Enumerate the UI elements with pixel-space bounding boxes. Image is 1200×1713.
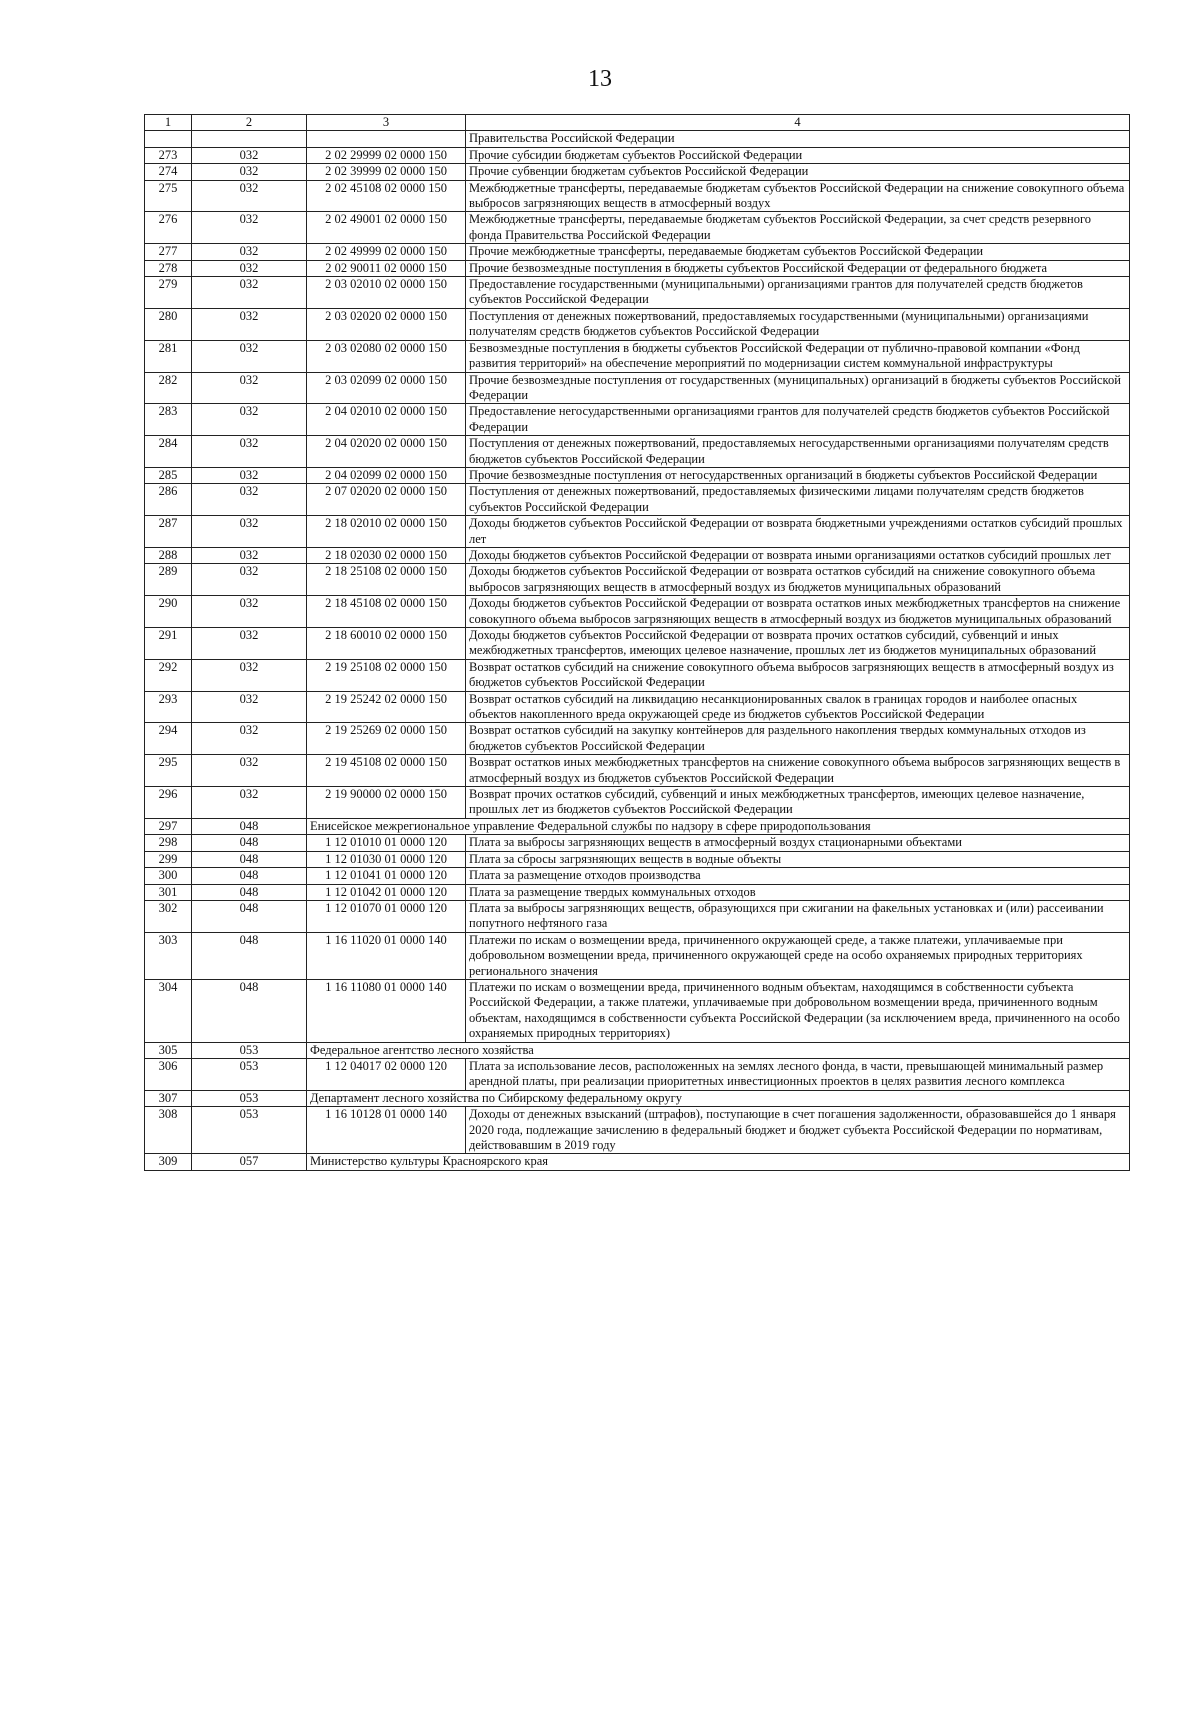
admin-code: 032 bbox=[192, 484, 307, 516]
admin-code: 032 bbox=[192, 180, 307, 212]
table-row bbox=[145, 884, 1130, 900]
table-row bbox=[145, 900, 1130, 932]
admin-code: 053 bbox=[192, 1107, 307, 1154]
budget-classification-code: 1 12 04017 02 0000 120 bbox=[307, 1058, 466, 1090]
budget-classification-code: 1 12 01070 01 0000 120 bbox=[307, 900, 466, 932]
table-row bbox=[145, 147, 1130, 163]
table-row bbox=[145, 1154, 1130, 1170]
revenue-description: Возврат остатков иных межбюджетных трансфертов на снижение совокупного объема выбросов загрязняющих веществ в атмосферный воздух из бюджетов субъектов Российской Федерации bbox=[466, 755, 1130, 787]
table-row bbox=[145, 628, 1130, 660]
table-row bbox=[145, 372, 1130, 404]
row-number: 296 bbox=[145, 787, 192, 819]
revenue-description: Прочие безвозмездные поступления в бюджеты субъектов Российской Федерации от федерального бюджета bbox=[466, 260, 1130, 276]
row-number: 291 bbox=[145, 628, 192, 660]
admin-code: 032 bbox=[192, 340, 307, 372]
admin-code bbox=[192, 131, 307, 147]
row-number: 298 bbox=[145, 835, 192, 851]
admin-code: 032 bbox=[192, 547, 307, 563]
admin-code: 032 bbox=[192, 436, 307, 468]
admin-code: 032 bbox=[192, 404, 307, 436]
admin-code: 032 bbox=[192, 596, 307, 628]
row-number: 306 bbox=[145, 1058, 192, 1090]
row-number: 292 bbox=[145, 659, 192, 691]
row-number: 300 bbox=[145, 868, 192, 884]
revenue-description: Прочие безвозмездные поступления от государственных (муниципальных) организаций в бюджеты субъектов Российской Федерации bbox=[466, 372, 1130, 404]
budget-classification-code: 2 02 90011 02 0000 150 bbox=[307, 260, 466, 276]
revenue-description: Возврат прочих остатков субсидий, субвенций и иных межбюджетных трансфертов, имеющих целевое назначение, прошлых лет из бюджетов субъектов Российской Федерации bbox=[466, 787, 1130, 819]
budget-classification-code: 2 03 02020 02 0000 150 bbox=[307, 308, 466, 340]
budget-classification-code: 1 12 01042 01 0000 120 bbox=[307, 884, 466, 900]
table-row bbox=[145, 404, 1130, 436]
table-body bbox=[145, 131, 1130, 1170]
column-header-4: 4 bbox=[466, 115, 1130, 131]
revenue-description: Плата за выбросы загрязняющих веществ в атмосферный воздух стационарными объектами bbox=[466, 835, 1130, 851]
budget-classification-code: 1 16 10128 01 0000 140 bbox=[307, 1107, 466, 1154]
admin-code: 032 bbox=[192, 659, 307, 691]
table-row bbox=[145, 1058, 1130, 1090]
budget-classification-code: 1 12 01041 01 0000 120 bbox=[307, 868, 466, 884]
table-row bbox=[145, 1090, 1130, 1106]
row-number: 302 bbox=[145, 900, 192, 932]
table-row bbox=[145, 260, 1130, 276]
row-number: 303 bbox=[145, 932, 192, 979]
table-row bbox=[145, 979, 1130, 1042]
revenue-description: Плата за размещение отходов производства bbox=[466, 868, 1130, 884]
revenue-description: Возврат остатков субсидий на ликвидацию несанкционированных свалок в границах городов и наиболее опасных объектов накопленного вреда окружающей среде из бюджетов субъектов Российской Федерации bbox=[466, 691, 1130, 723]
admin-code: 032 bbox=[192, 564, 307, 596]
budget-classification-code: 2 18 45108 02 0000 150 bbox=[307, 596, 466, 628]
page-number: 13 bbox=[588, 66, 612, 92]
table-row bbox=[145, 564, 1130, 596]
admin-code: 032 bbox=[192, 260, 307, 276]
revenue-description: Доходы бюджетов субъектов Российской Федерации от возврата иными организациями остатков субсидий прошлых лет bbox=[466, 547, 1130, 563]
budget-classification-code: 2 04 02099 02 0000 150 bbox=[307, 467, 466, 483]
admin-code: 032 bbox=[192, 516, 307, 548]
table-row bbox=[145, 131, 1130, 147]
budget-classification-code: 2 19 45108 02 0000 150 bbox=[307, 755, 466, 787]
table-row bbox=[145, 1107, 1130, 1154]
admin-code: 032 bbox=[192, 755, 307, 787]
table-row bbox=[145, 164, 1130, 180]
budget-classification-code: 2 07 02020 02 0000 150 bbox=[307, 484, 466, 516]
revenue-description: Плата за сбросы загрязняющих веществ в водные объекты bbox=[466, 851, 1130, 867]
table-row bbox=[145, 308, 1130, 340]
table-row bbox=[145, 835, 1130, 851]
table-row bbox=[145, 180, 1130, 212]
row-number: 276 bbox=[145, 212, 192, 244]
revenue-description: Доходы бюджетов субъектов Российской Федерации от возврата бюджетными учреждениями остатков субсидий прошлых лет bbox=[466, 516, 1130, 548]
table-row bbox=[145, 723, 1130, 755]
table-row bbox=[145, 755, 1130, 787]
admin-code: 032 bbox=[192, 628, 307, 660]
budget-classification-code: 2 03 02080 02 0000 150 bbox=[307, 340, 466, 372]
budget-classification-code: 2 04 02020 02 0000 150 bbox=[307, 436, 466, 468]
row-number: 278 bbox=[145, 260, 192, 276]
row-number: 293 bbox=[145, 691, 192, 723]
revenue-description: Предоставление негосударственными организациями грантов для получателей средств бюджетов субъектов Российской Федерации bbox=[466, 404, 1130, 436]
table-row bbox=[145, 340, 1130, 372]
table-header-row bbox=[145, 115, 1130, 131]
table-row bbox=[145, 851, 1130, 867]
budget-classification-code: 2 19 25108 02 0000 150 bbox=[307, 659, 466, 691]
revenue-description: Плата за размещение твердых коммунальных отходов bbox=[466, 884, 1130, 900]
admin-code: 048 bbox=[192, 979, 307, 1042]
admin-code: 048 bbox=[192, 884, 307, 900]
budget-classification-code bbox=[307, 131, 466, 147]
budget-classification-code: 2 18 60010 02 0000 150 bbox=[307, 628, 466, 660]
table-row bbox=[145, 932, 1130, 979]
row-number: 294 bbox=[145, 723, 192, 755]
row-number: 281 bbox=[145, 340, 192, 372]
budget-classification-code: 2 18 02010 02 0000 150 bbox=[307, 516, 466, 548]
revenue-description: Возврат остатков субсидий на закупку контейнеров для раздельного накопления твердых коммунальных отходов из бюджетов субъектов Российской Федерации bbox=[466, 723, 1130, 755]
revenue-codes-table bbox=[144, 114, 1130, 1171]
table-row bbox=[145, 691, 1130, 723]
table-row bbox=[145, 277, 1130, 309]
row-number: 288 bbox=[145, 547, 192, 563]
revenue-description: Межбюджетные трансферты, передаваемые бюджетам субъектов Российской Федерации, за счет средств резервного фонда Правительства Российской Федерации bbox=[466, 212, 1130, 244]
budget-classification-code: 2 04 02010 02 0000 150 bbox=[307, 404, 466, 436]
row-number: 285 bbox=[145, 467, 192, 483]
row-number: 307 bbox=[145, 1090, 192, 1106]
budget-classification-code: 2 02 49001 02 0000 150 bbox=[307, 212, 466, 244]
budget-classification-code: 2 02 39999 02 0000 150 bbox=[307, 164, 466, 180]
revenue-description: Прочие безвозмездные поступления от негосударственных организаций в бюджеты субъектов Российской Федерации bbox=[466, 467, 1130, 483]
revenue-description: Поступления от денежных пожертвований, предоставляемых негосударственными организациями получателям средств бюджетов субъектов Российской Федерации bbox=[466, 436, 1130, 468]
admin-code: 032 bbox=[192, 308, 307, 340]
row-number: 274 bbox=[145, 164, 192, 180]
revenue-description: Платежи по искам о возмещении вреда, причиненного окружающей среде, а также платежи, уплачиваемые при добровольном возмещении вреда, причиненного окружающей среде на особо охраняемых природных территориях регионального значения bbox=[466, 932, 1130, 979]
admin-code: 032 bbox=[192, 787, 307, 819]
revenue-description: Поступления от денежных пожертвований, предоставляемых государственными (муниципальными) организациями получателям средств бюджетов субъектов Российской Федерации bbox=[466, 308, 1130, 340]
table-row bbox=[145, 818, 1130, 834]
row-number: 289 bbox=[145, 564, 192, 596]
revenue-description: Правительства Российской Федерации bbox=[466, 131, 1130, 147]
table-row bbox=[145, 547, 1130, 563]
revenue-description: Предоставление государственными (муниципальными) организациями грантов для получателей средств бюджетов субъектов Российской Федерации bbox=[466, 277, 1130, 309]
revenue-description: Прочие межбюджетные трансферты, передаваемые бюджетам субъектов Российской Федерации bbox=[466, 244, 1130, 260]
table-row bbox=[145, 1042, 1130, 1058]
row-number: 304 bbox=[145, 979, 192, 1042]
row-number: 277 bbox=[145, 244, 192, 260]
administrator-name: Министерство культуры Красноярского края bbox=[307, 1154, 1130, 1170]
admin-code: 032 bbox=[192, 212, 307, 244]
budget-classification-code: 2 02 29999 02 0000 150 bbox=[307, 147, 466, 163]
row-number: 299 bbox=[145, 851, 192, 867]
row-number: 305 bbox=[145, 1042, 192, 1058]
table-row bbox=[145, 516, 1130, 548]
row-number: 286 bbox=[145, 484, 192, 516]
budget-classification-code: 2 18 02030 02 0000 150 bbox=[307, 547, 466, 563]
budget-classification-code: 2 19 25269 02 0000 150 bbox=[307, 723, 466, 755]
admin-code: 032 bbox=[192, 147, 307, 163]
budget-classification-code: 2 03 02099 02 0000 150 bbox=[307, 372, 466, 404]
admin-code: 032 bbox=[192, 372, 307, 404]
admin-code: 057 bbox=[192, 1154, 307, 1170]
revenue-description: Платежи по искам о возмещении вреда, причиненного водным объектам, находящимся в собственности субъекта Российской Федерации, а также платежи, уплачиваемые при добровольном возмещении вреда, причиненного водным объектам, находящимся в собственности субъекта Российской Федерации (за исключением вреда, причиненного на особо охраняемых природных территориях) bbox=[466, 979, 1130, 1042]
table-row bbox=[145, 436, 1130, 468]
table-row bbox=[145, 596, 1130, 628]
column-header-2: 2 bbox=[192, 115, 307, 131]
revenue-description: Поступления от денежных пожертвований, предоставляемых физическими лицами получателям средств бюджетов субъектов Российской Федерации bbox=[466, 484, 1130, 516]
admin-code: 032 bbox=[192, 277, 307, 309]
admin-code: 032 bbox=[192, 691, 307, 723]
budget-classification-code: 2 02 49999 02 0000 150 bbox=[307, 244, 466, 260]
admin-code: 053 bbox=[192, 1090, 307, 1106]
admin-code: 048 bbox=[192, 835, 307, 851]
budget-classification-code: 2 03 02010 02 0000 150 bbox=[307, 277, 466, 309]
table-row bbox=[145, 659, 1130, 691]
row-number: 309 bbox=[145, 1154, 192, 1170]
admin-code: 053 bbox=[192, 1042, 307, 1058]
budget-classification-code: 2 02 45108 02 0000 150 bbox=[307, 180, 466, 212]
revenue-description: Доходы бюджетов субъектов Российской Федерации от возврата прочих остатков субсидий, субвенций и иных межбюджетных трансфертов, имеющих целевое назначение, прошлых лет из бюджетов муниципальных образований bbox=[466, 628, 1130, 660]
revenue-description: Межбюджетные трансферты, передаваемые бюджетам субъектов Российской Федерации на снижение совокупного объема выбросов загрязняющих веществ в атмосферный воздух bbox=[466, 180, 1130, 212]
revenue-description: Безвозмездные поступления в бюджеты субъектов Российской Федерации от публично-правовой компании «Фонд развития территорий» на обеспечение мероприятий по модернизации систем коммунальной инфраструктуры bbox=[466, 340, 1130, 372]
row-number: 282 bbox=[145, 372, 192, 404]
admin-code: 032 bbox=[192, 723, 307, 755]
admin-code: 032 bbox=[192, 164, 307, 180]
admin-code: 048 bbox=[192, 818, 307, 834]
row-number: 280 bbox=[145, 308, 192, 340]
budget-classification-code: 2 18 25108 02 0000 150 bbox=[307, 564, 466, 596]
table-row bbox=[145, 244, 1130, 260]
table-row bbox=[145, 868, 1130, 884]
admin-code: 053 bbox=[192, 1058, 307, 1090]
budget-classification-code: 2 19 25242 02 0000 150 bbox=[307, 691, 466, 723]
table-row bbox=[145, 787, 1130, 819]
table-row bbox=[145, 212, 1130, 244]
row-number: 301 bbox=[145, 884, 192, 900]
row-number: 279 bbox=[145, 277, 192, 309]
row-number: 295 bbox=[145, 755, 192, 787]
admin-code: 048 bbox=[192, 851, 307, 867]
column-header-1: 1 bbox=[145, 115, 192, 131]
revenue-description: Доходы от денежных взысканий (штрафов), поступающие в счет погашения задолженности, образовавшейся до 1 января 2020 года, подлежащие зачислению в федеральный бюджет и бюджет субъекта Российской Федерации по нормативам, действовавшим в 2019 году bbox=[466, 1107, 1130, 1154]
row-number bbox=[145, 131, 192, 147]
budget-classification-code: 2 19 90000 02 0000 150 bbox=[307, 787, 466, 819]
row-number: 283 bbox=[145, 404, 192, 436]
administrator-name: Департамент лесного хозяйства по Сибирскому федеральному округу bbox=[307, 1090, 1130, 1106]
revenue-description: Возврат остатков субсидий на снижение совокупного объема выбросов загрязняющих веществ в атмосферный воздух из бюджетов субъектов Российской Федерации bbox=[466, 659, 1130, 691]
revenue-description: Плата за выбросы загрязняющих веществ, образующихся при сжигании на факельных установках и (или) рассеивании попутного нефтяного газа bbox=[466, 900, 1130, 932]
revenue-description: Плата за использование лесов, расположенных на землях лесного фонда, в части, превышающей минимальный размер арендной платы, при реализации приоритетных инвестиционных проектов в целях развития лесного комплекса bbox=[466, 1058, 1130, 1090]
column-header-3: 3 bbox=[307, 115, 466, 131]
row-number: 273 bbox=[145, 147, 192, 163]
administrator-name: Федеральное агентство лесного хозяйства bbox=[307, 1042, 1130, 1058]
budget-classification-code: 1 16 11020 01 0000 140 bbox=[307, 932, 466, 979]
admin-code: 048 bbox=[192, 868, 307, 884]
row-number: 284 bbox=[145, 436, 192, 468]
row-number: 275 bbox=[145, 180, 192, 212]
admin-code: 048 bbox=[192, 900, 307, 932]
table-row bbox=[145, 467, 1130, 483]
admin-code: 032 bbox=[192, 244, 307, 260]
revenue-description: Прочие субвенции бюджетам субъектов Российской Федерации bbox=[466, 164, 1130, 180]
budget-classification-code: 1 12 01010 01 0000 120 bbox=[307, 835, 466, 851]
administrator-name: Енисейское межрегиональное управление Федеральной службы по надзору в сфере природопользования bbox=[307, 818, 1130, 834]
admin-code: 032 bbox=[192, 467, 307, 483]
row-number: 297 bbox=[145, 818, 192, 834]
revenue-description: Прочие субсидии бюджетам субъектов Российской Федерации bbox=[466, 147, 1130, 163]
budget-classification-code: 1 16 11080 01 0000 140 bbox=[307, 979, 466, 1042]
row-number: 308 bbox=[145, 1107, 192, 1154]
table-row bbox=[145, 484, 1130, 516]
row-number: 290 bbox=[145, 596, 192, 628]
revenue-description: Доходы бюджетов субъектов Российской Федерации от возврата остатков субсидий на снижение совокупного объема выбросов загрязняющих веществ в атмосферный воздух из бюджетов муниципальных образований bbox=[466, 564, 1130, 596]
row-number: 287 bbox=[145, 516, 192, 548]
revenue-description: Доходы бюджетов субъектов Российской Федерации от возврата остатков иных межбюджетных трансфертов на снижение совокупного объема выбросов загрязняющих веществ в атмосферный воздух из бюджетов муниципальных образований bbox=[466, 596, 1130, 628]
admin-code: 048 bbox=[192, 932, 307, 979]
budget-classification-code: 1 12 01030 01 0000 120 bbox=[307, 851, 466, 867]
